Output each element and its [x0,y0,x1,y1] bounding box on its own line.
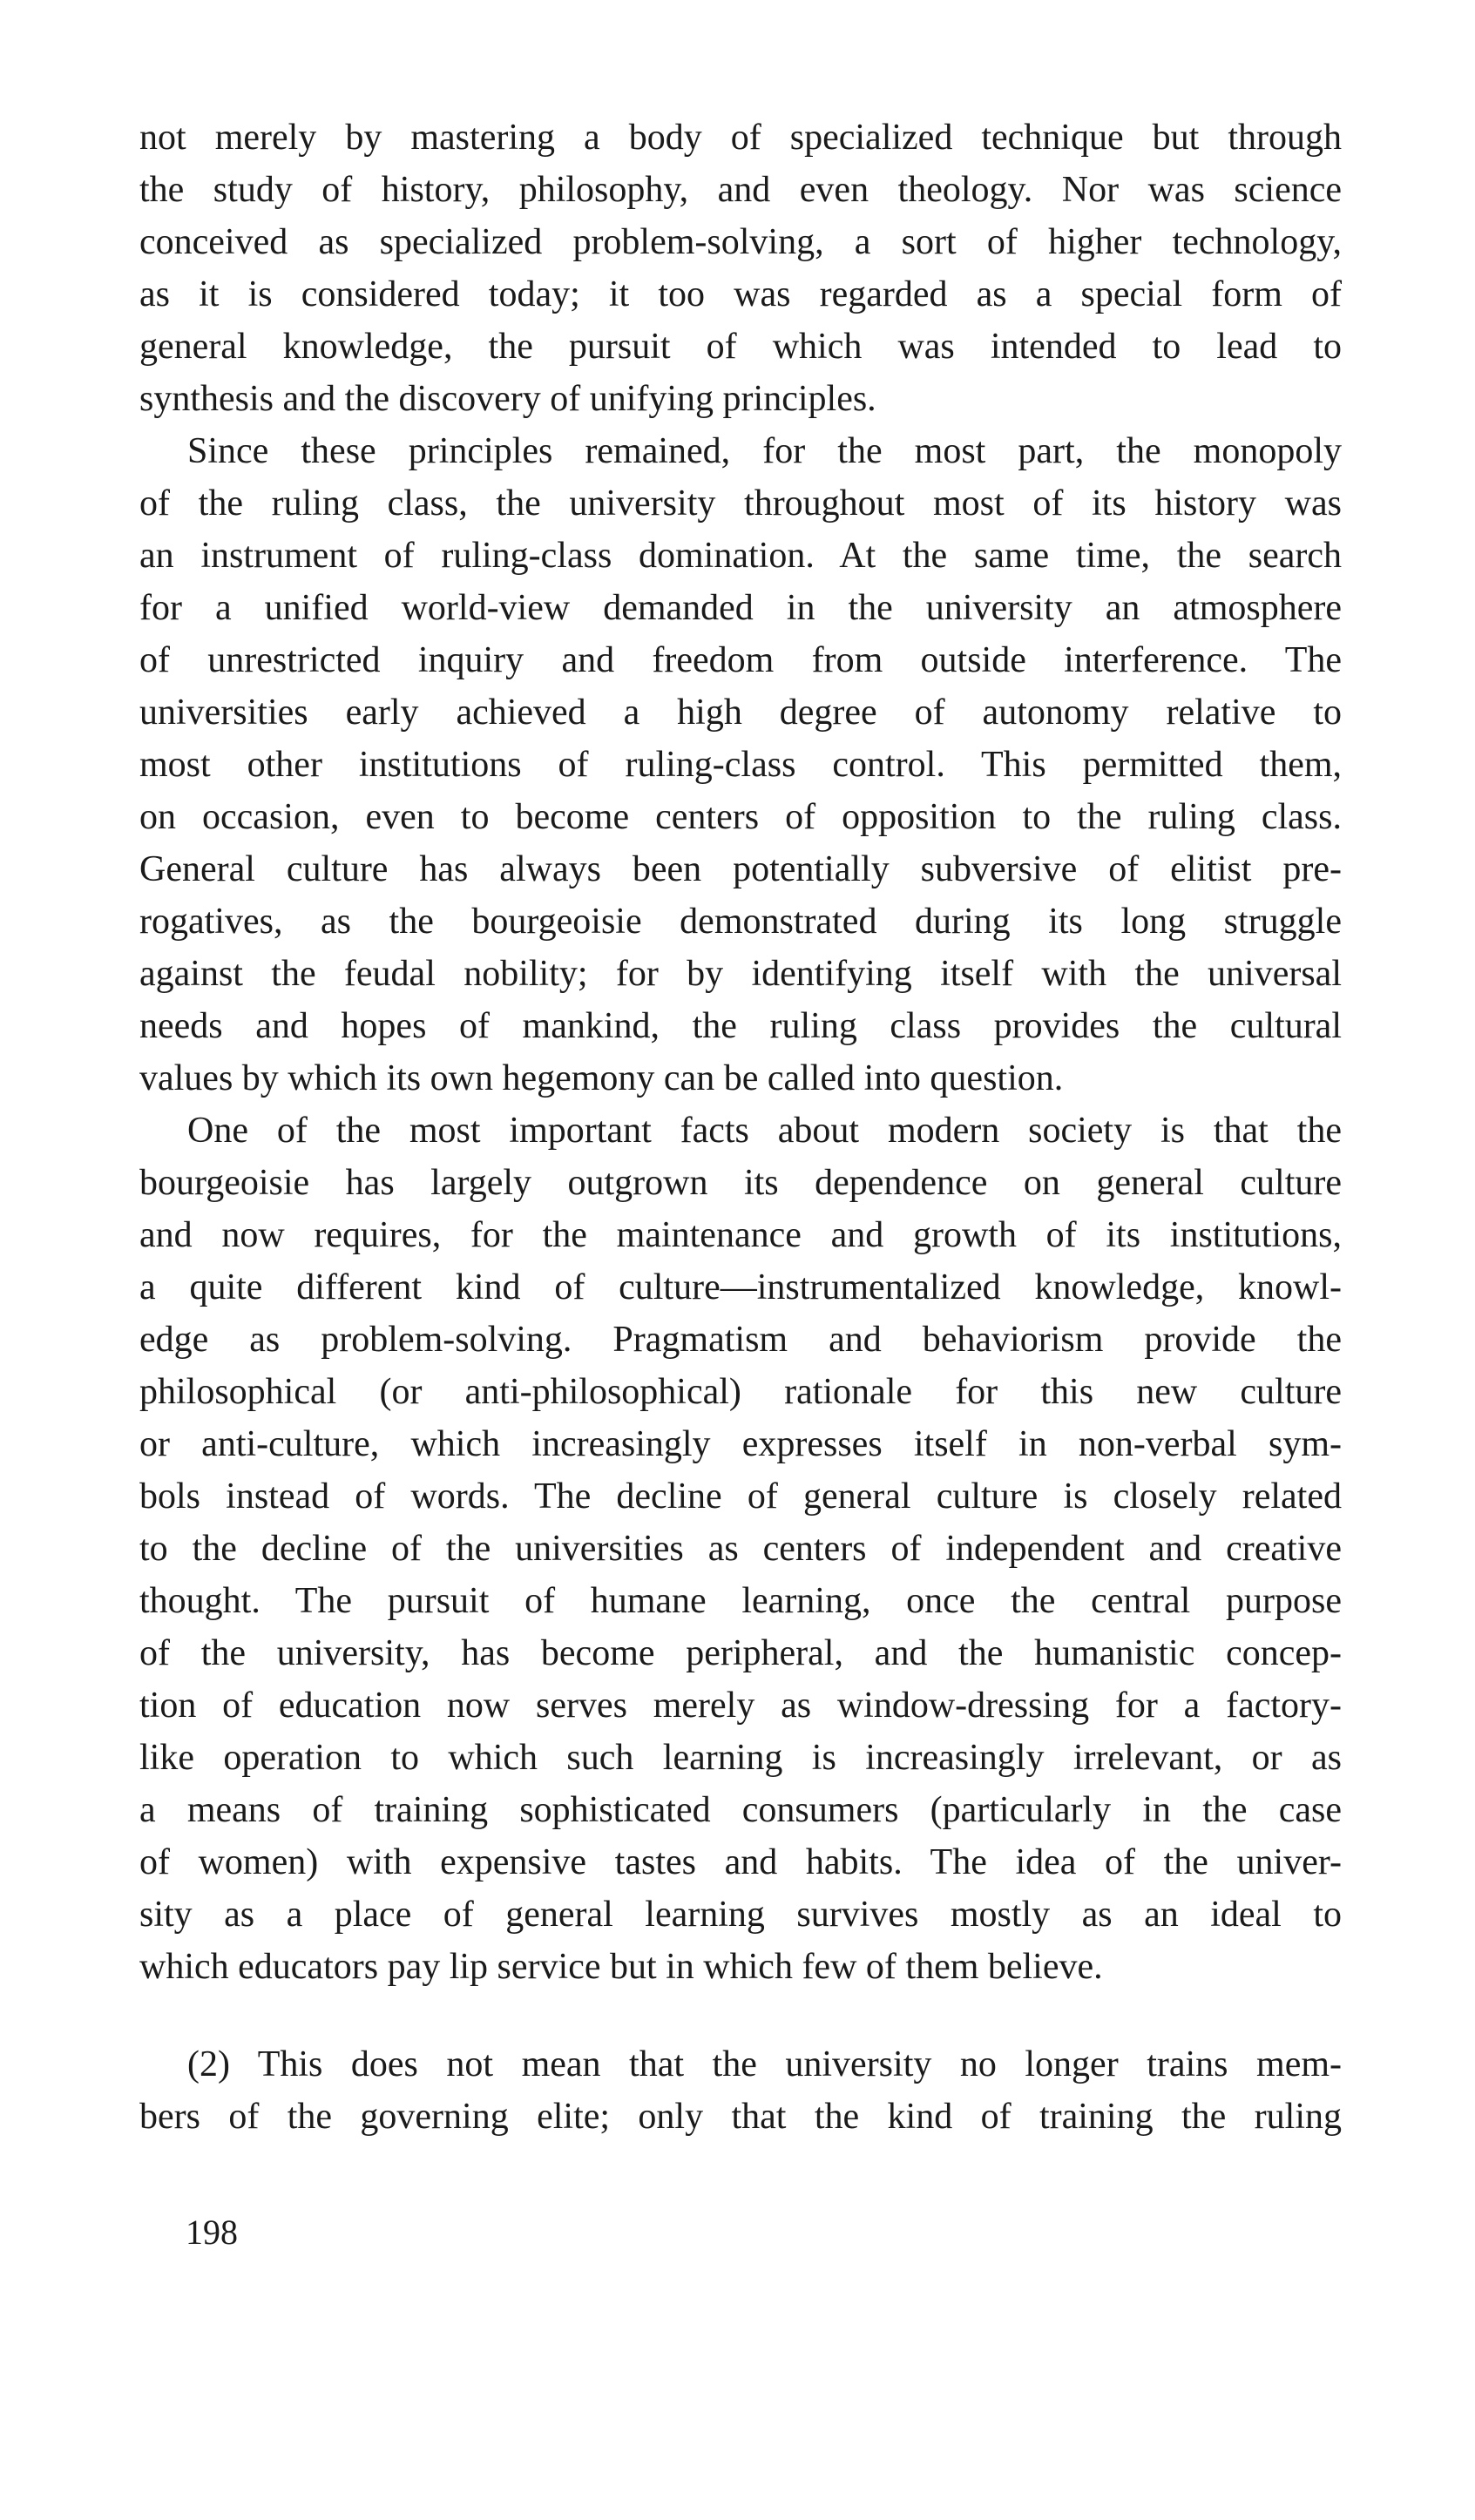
text-line: philosophical (or anti-philosophical) rationale for this new culture [139,1372,1342,1412]
text-line: of the university, has become peripheral, and the humanistic concep- [139,1633,1342,1673]
text-line: synthesis and the discovery of unifying principles. [139,379,876,419]
text-line: edge as problem-solving. Pragmatism and behaviorism provide the [139,1320,1342,1360]
text-line: bourgeoisie has largely outgrown its dependence on general culture [139,1163,1342,1203]
text-line: conceived as specialized problem-solving, a sort of higher technology, [139,222,1342,262]
text-line: bers of the governing elite; only that the kind of training the ruling [139,2097,1342,2137]
text-line: thought. The pursuit of humane learning, once the central purpose [139,1581,1342,1621]
text-line: or anti-culture, which increasingly expresses itself in non-verbal sym- [139,1424,1342,1464]
text-line: the study of history, philosophy, and even theology. Nor was science [139,170,1342,210]
text-line: on occasion, even to become centers of opposition to the ruling class. [139,797,1342,837]
page-number: 198 [186,2213,238,2252]
text-line: a quite different kind of culture—instrumentalized knowledge, knowl- [139,1267,1342,1307]
text-line: sity as a place of general learning survives mostly as an ideal to [139,1895,1342,1935]
text-line: (2) This does not mean that the university no longer trains mem- [187,2044,1342,2084]
text-line: and now requires, for the maintenance and growth of its institutions, [139,1215,1342,1255]
text-line: bols instead of words. The decline of general culture is closely related [139,1476,1342,1517]
text-line: values by which its own hegemony can be called into question. [139,1058,1064,1098]
text-line: for a unified world-view demanded in the university an atmosphere [139,588,1342,628]
text-line: most other institutions of ruling-class control. This permitted them, [139,745,1342,785]
text-line: which educators pay lip service but in which few of them believe. [139,1947,1103,1987]
text-line: general knowledge, the pursuit of which was intended to lead to [139,327,1342,367]
text-line: tion of education now serves merely as window-dressing for a factory- [139,1686,1342,1726]
text-line: universities early achieved a high degree of autonomy relative to [139,692,1342,733]
text-line: Since these principles remained, for the most part, the monopoly [187,431,1342,471]
text-line: General culture has always been potentially subversive of elitist pre- [139,849,1342,889]
text-line: One of the most important facts about modern society is that the [187,1111,1342,1151]
text-line: a means of training sophisticated consumers (particularly in the case [139,1790,1342,1830]
text-line: to the decline of the universities as centers of independent and creative [139,1529,1342,1569]
text-line: rogatives, as the bourgeoisie demonstrated during its long struggle [139,902,1342,942]
text-line: like operation to which such learning is increasingly irrelevant, or as [139,1738,1342,1778]
text-line: of the ruling class, the university throughout most of its history was [139,483,1342,524]
text-line: against the feudal nobility; for by identifying itself with the universal [139,954,1342,994]
text-line: needs and hopes of mankind, the ruling class provides the cultural [139,1006,1342,1046]
text-line: not merely by mastering a body of specialized technique but through [139,118,1342,158]
text-line: as it is considered today; it too was regarded as a special form of [139,274,1342,314]
text-line: of unrestricted inquiry and freedom from outside interference. The [139,640,1342,680]
text-line: of women) with expensive tastes and habits. The idea of the univer- [139,1842,1342,1882]
text-line: an instrument of ruling-class domination. At the same time, the search [139,536,1342,576]
